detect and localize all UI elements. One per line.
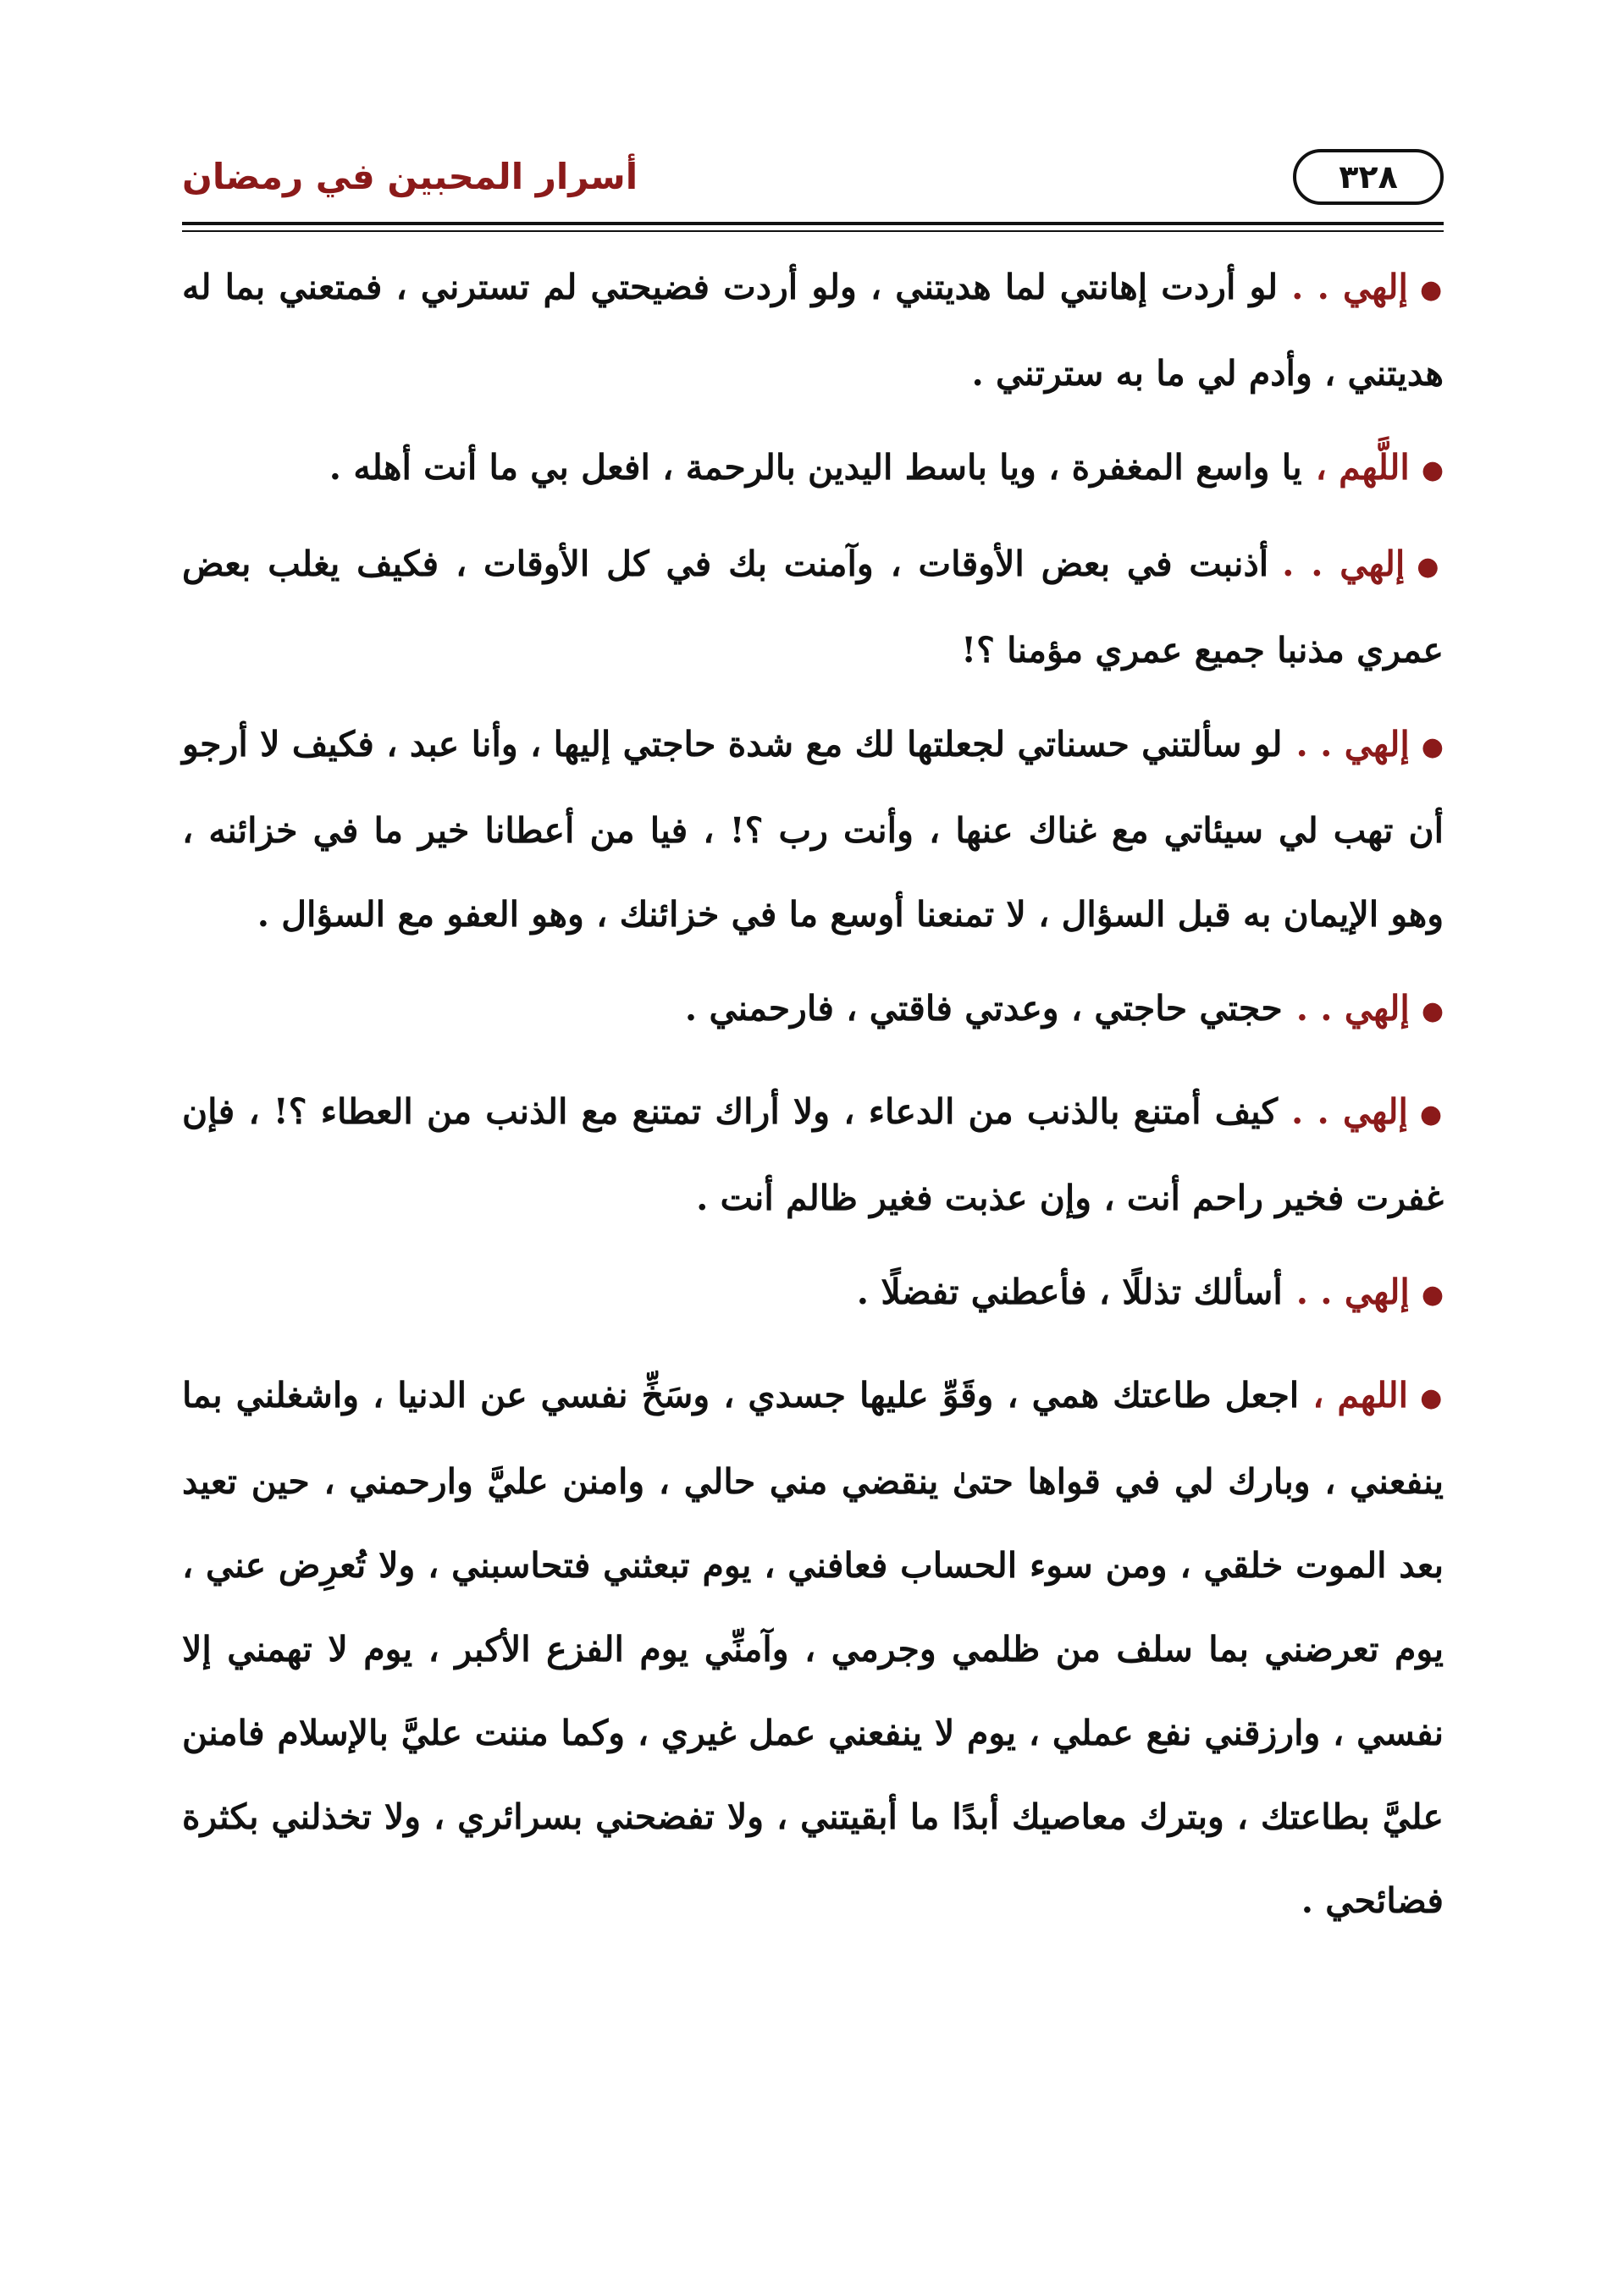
paragraph-text: أسألك تذللًا ، فأعطني تفضلًا . — [856, 1272, 1283, 1312]
header-rule-thick — [182, 222, 1444, 225]
paragraph-6 — [182, 1070, 1444, 1240]
page-body — [182, 246, 1444, 1953]
paragraph-lead: إلهي . . — [1291, 1091, 1408, 1132]
paragraph-text: لو سألتني حسناتي لجعلتها لك مع شدة حاجتي إليها ، وأنا عبد ، فكيف لا أرجو أن تهب لي سيئاتي مع غناك عنها ، وأنت رب ؟! ، فيا من أعطانا خير ما في خزائنه ، وهو الإيمان به قبل السؤال ، لا تمنعنا أوسع ما في خزائنك ، وهو العفو مع السؤال . — [182, 724, 1444, 935]
paragraph-text: كيف أمتنع بالذنب من الدعاء ، ولا أراك تمتنع مع الذنب من العطاء ؟! ، فإن غفرت فخير راحم أنت ، وإن عذبت فغير ظالم أنت . — [182, 1091, 1444, 1218]
paragraph-5 — [182, 967, 1444, 1053]
paragraph-lead: اللهم ، — [1312, 1375, 1409, 1416]
paragraph-text: لو أردت إهانتي لما هديتني ، ولو أردت فضيحتي لم تسترني ، فمتعني بما له هديتني ، وأدم لي ما به سترتني . — [182, 267, 1444, 394]
paragraph-7 — [182, 1250, 1444, 1337]
paragraph-2 — [182, 426, 1444, 512]
bullet-icon: ● — [1421, 732, 1444, 762]
running-title: أسرار المحبين في رمضان — [182, 156, 638, 197]
bullet-icon: ● — [1417, 552, 1444, 582]
paragraph-lead: اللَّهم ، — [1315, 447, 1410, 488]
bullet-icon: ● — [1420, 1383, 1444, 1413]
bullet-icon: ● — [1421, 996, 1444, 1026]
paragraph-text: اجعل طاعتك همي ، وقَوِّ عليها جسدي ، وسَخِّ نفسي عن الدنيا ، واشغلني بما ينفعني ، وبارك لي في قواها حتىٰ ينقضي مني حالي ، وامنن عليَّ وارحمني ، حين تعيد بعد الموت خلقي ، ومن سوء الحساب فعافني ، يوم تبعثني فتحاسبني ، ولا تُعرِض عني ، يوم تعرضني بما سلف من ظلمي وجرمي ، وآمنِّي يوم الفزع الأكبر ، يوم لا تهمني إلا نفسي ، وارزقني نفع عملي ، يوم لا ينفعني عمل غيري ، وكما مننت عليَّ بالإسلام فامنن عليَّ بطاعتك ، وبترك معاصيك أبدًا ما أبقيتني ، ولا تفضحني بسرائري ، ولا تخذلني بكثرة فضائحي . — [182, 1375, 1444, 1921]
header-rule-thin — [182, 230, 1444, 232]
paragraph-text: يا واسع المغفرة ، ويا باسط اليدين بالرحمة ، افعل بي ما أنت أهله . — [329, 447, 1302, 488]
bullet-icon: ● — [1419, 1100, 1444, 1129]
paragraph-lead: إلهي . . — [1282, 544, 1406, 584]
paragraph-4 — [182, 703, 1444, 957]
bullet-icon: ● — [1421, 455, 1444, 485]
paragraph-text: حجتي حاجتي ، وعدتي فاقتي ، فارحمني . — [684, 988, 1283, 1029]
paragraph-lead: إلهي . . — [1295, 1272, 1410, 1312]
paragraph-lead: إلهي . . — [1291, 267, 1408, 307]
bullet-icon: ● — [1419, 275, 1444, 305]
bullet-icon: ● — [1421, 1280, 1444, 1310]
page-number-badge: ٣٢٨ — [1293, 149, 1444, 205]
paragraph-1 — [182, 246, 1444, 416]
paragraph-8 — [182, 1354, 1444, 1943]
paragraph-lead: إلهي . . — [1295, 988, 1410, 1029]
paragraph-text: أذنبت في بعض الأوقات ، وآمنت بك في كل الأوقات ، فكيف يغلب بعض عمري مذنبا جميع عمري مؤمنا ؟! — [182, 544, 1444, 671]
paragraph-lead: إلهي . . — [1295, 724, 1410, 764]
page-header — [182, 144, 1444, 220]
paragraph-3 — [182, 522, 1444, 693]
